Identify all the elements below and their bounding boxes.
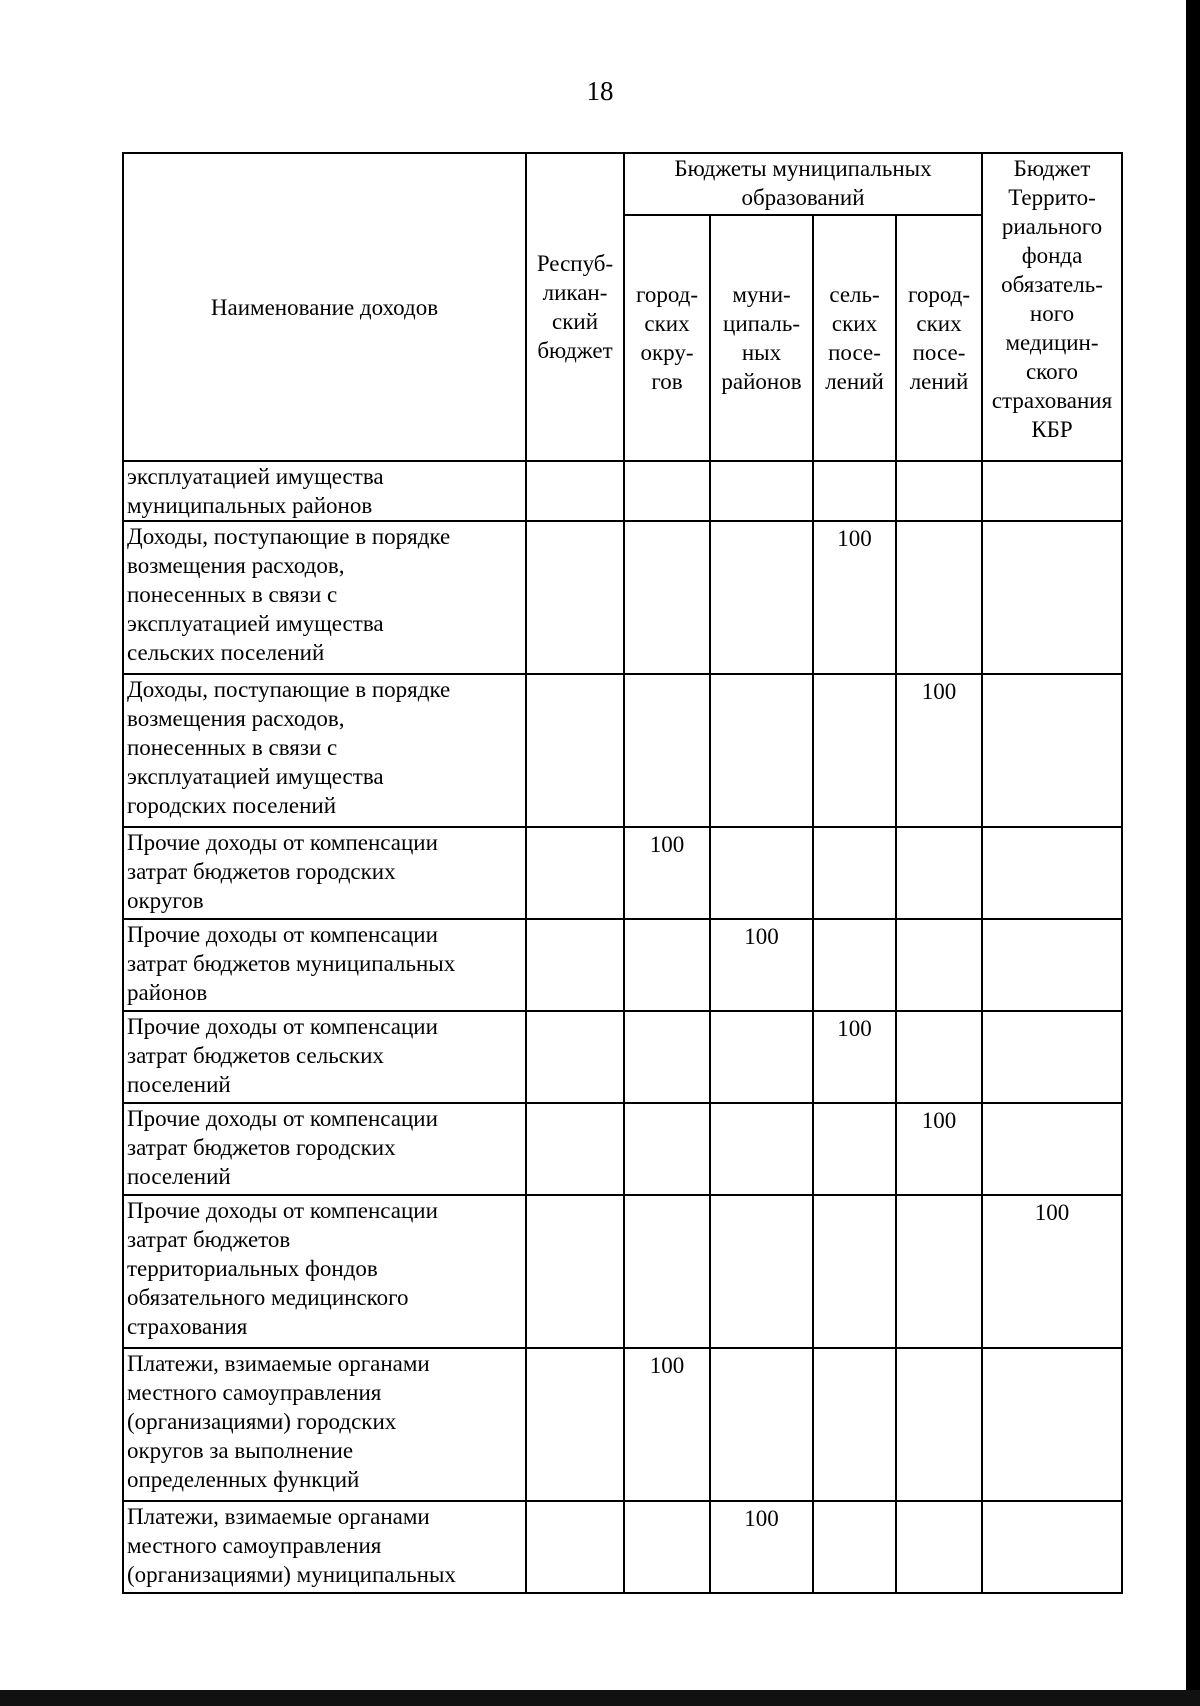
value-cell-rural-settlements: 100 bbox=[813, 1011, 896, 1103]
value-cell-urban-settlements bbox=[896, 827, 982, 919]
income-name-cell: Прочие доходы от компенсации затрат бюджетов территориальных фондов обязательного медицинского страхования bbox=[123, 1195, 526, 1348]
value-cell-urban-settlements bbox=[896, 521, 982, 674]
table-row bbox=[123, 1103, 1122, 1195]
value-cell-urban-districts bbox=[624, 1195, 710, 1348]
table-row bbox=[123, 1195, 1122, 1348]
header-urban-settlements: город- ских посе- лений bbox=[896, 215, 982, 461]
value-cell-republican bbox=[526, 521, 624, 674]
value-cell-urban-districts bbox=[624, 461, 710, 521]
value-cell-republican bbox=[526, 674, 624, 827]
value-cell-municipal-districts bbox=[710, 674, 813, 827]
value-cell-urban-settlements bbox=[896, 1011, 982, 1103]
value-cell-urban-districts bbox=[624, 521, 710, 674]
value-cell-urban-settlements bbox=[896, 1501, 982, 1593]
value-cell-republican bbox=[526, 1011, 624, 1103]
value-cell-municipal-districts bbox=[710, 1011, 813, 1103]
scan-edge-bottom bbox=[0, 1690, 1200, 1706]
header-rural-settlements: сель- ских посе- лений bbox=[813, 215, 896, 461]
table-row bbox=[123, 1011, 1122, 1103]
value-cell-urban-districts bbox=[624, 674, 710, 827]
table-row bbox=[123, 461, 1122, 521]
value-cell-municipal-districts bbox=[710, 461, 813, 521]
value-cell-fund bbox=[982, 674, 1122, 827]
value-cell-fund bbox=[982, 1348, 1122, 1501]
header-municipal-budgets: Бюджеты муниципальных образований bbox=[624, 153, 982, 215]
value-cell-municipal-districts: 100 bbox=[710, 1501, 813, 1593]
value-cell-rural-settlements bbox=[813, 461, 896, 521]
value-cell-fund bbox=[982, 461, 1122, 521]
value-cell-fund bbox=[982, 1501, 1122, 1593]
value-cell-urban-settlements bbox=[896, 461, 982, 521]
header-territorial-fund: Бюджет Террито- риального фонда обязатель- ного медицин- ского страхования КБР bbox=[982, 153, 1122, 461]
income-name-cell: Прочие доходы от компенсации затрат бюджетов городских округов bbox=[123, 827, 526, 919]
value-cell-municipal-districts bbox=[710, 1348, 813, 1501]
table-body bbox=[123, 461, 1122, 1593]
value-cell-rural-settlements bbox=[813, 674, 896, 827]
value-cell-urban-districts bbox=[624, 1011, 710, 1103]
value-cell-urban-settlements bbox=[896, 1348, 982, 1501]
income-name-cell: Доходы, поступающие в порядке возмещения расходов, понесенных в связи с эксплуатацией имущества сельских поселений bbox=[123, 521, 526, 674]
header-republican-budget: Респуб- ликан- ский бюджет bbox=[526, 153, 624, 461]
value-cell-urban-districts bbox=[624, 1103, 710, 1195]
value-cell-rural-settlements bbox=[813, 919, 896, 1011]
value-cell-fund bbox=[982, 919, 1122, 1011]
value-cell-municipal-districts bbox=[710, 1103, 813, 1195]
value-cell-urban-districts bbox=[624, 919, 710, 1011]
scan-edge-right bbox=[1186, 0, 1200, 1706]
income-name-cell: Платежи, взимаемые органами местного самоуправления (организациями) муниципальных bbox=[123, 1501, 526, 1593]
value-cell-urban-districts: 100 bbox=[624, 1348, 710, 1501]
value-cell-urban-settlements: 100 bbox=[896, 674, 982, 827]
value-cell-municipal-districts: 100 bbox=[710, 919, 813, 1011]
header-municipal-districts: муни- ципаль- ных районов bbox=[710, 215, 813, 461]
value-cell-republican bbox=[526, 1195, 624, 1348]
value-cell-rural-settlements: 100 bbox=[813, 521, 896, 674]
value-cell-rural-settlements bbox=[813, 1348, 896, 1501]
value-cell-urban-districts bbox=[624, 1501, 710, 1593]
income-name-cell: Платежи, взимаемые органами местного самоуправления (организациями) городских округов за выполнение определенных функций bbox=[123, 1348, 526, 1501]
value-cell-fund bbox=[982, 827, 1122, 919]
value-cell-fund bbox=[982, 1103, 1122, 1195]
table-row bbox=[123, 827, 1122, 919]
header-income-name: Наименование доходов bbox=[123, 153, 526, 461]
table-row bbox=[123, 674, 1122, 827]
value-cell-republican bbox=[526, 827, 624, 919]
value-cell-fund bbox=[982, 1011, 1122, 1103]
income-name-cell: Прочие доходы от компенсации затрат бюджетов сельских поселений bbox=[123, 1011, 526, 1103]
table-row bbox=[123, 1348, 1122, 1501]
header-urban-districts: город- ских окру- гов bbox=[624, 215, 710, 461]
value-cell-republican bbox=[526, 1501, 624, 1593]
income-name-cell: Прочие доходы от компенсации затрат бюджетов городских поселений bbox=[123, 1103, 526, 1195]
value-cell-rural-settlements bbox=[813, 827, 896, 919]
value-cell-urban-settlements: 100 bbox=[896, 1103, 982, 1195]
table-row bbox=[123, 1501, 1122, 1593]
value-cell-municipal-districts bbox=[710, 521, 813, 674]
income-name-cell: Доходы, поступающие в порядке возмещения расходов, понесенных в связи с эксплуатацией имущества городских поселений bbox=[123, 674, 526, 827]
income-name-cell: Прочие доходы от компенсации затрат бюджетов муниципальных районов bbox=[123, 919, 526, 1011]
table-row bbox=[123, 521, 1122, 674]
table-row bbox=[123, 919, 1122, 1011]
value-cell-republican bbox=[526, 461, 624, 521]
value-cell-rural-settlements bbox=[813, 1103, 896, 1195]
page-number: 18 bbox=[586, 76, 614, 106]
value-cell-municipal-districts bbox=[710, 1195, 813, 1348]
value-cell-rural-settlements bbox=[813, 1501, 896, 1593]
value-cell-fund: 100 bbox=[982, 1195, 1122, 1348]
value-cell-urban-settlements bbox=[896, 919, 982, 1011]
value-cell-urban-settlements bbox=[896, 1195, 982, 1348]
value-cell-republican bbox=[526, 1103, 624, 1195]
income-name-cell: эксплуатацией имущества муниципальных районов bbox=[123, 461, 526, 521]
value-cell-urban-districts: 100 bbox=[624, 827, 710, 919]
value-cell-republican bbox=[526, 1348, 624, 1501]
income-distribution-table bbox=[122, 152, 1123, 1594]
value-cell-republican bbox=[526, 919, 624, 1011]
value-cell-fund bbox=[982, 521, 1122, 674]
value-cell-rural-settlements bbox=[813, 1195, 896, 1348]
value-cell-municipal-districts bbox=[710, 827, 813, 919]
